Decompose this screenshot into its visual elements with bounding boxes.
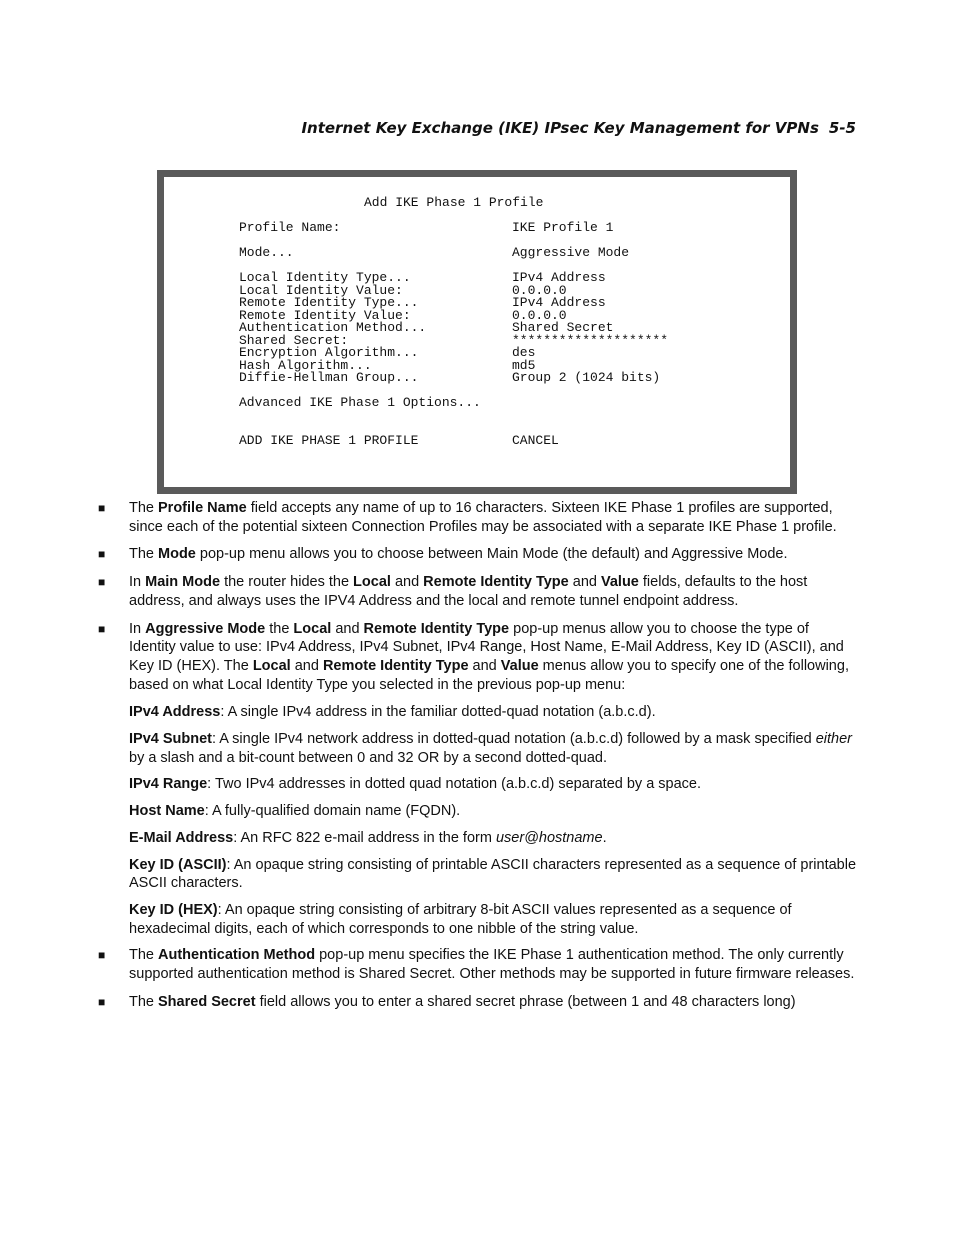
authentication-method-popup[interactable]: Shared Secret [512,320,614,335]
list-item: ■ In Aggressive Mode the Local and Remote Identity Type pop-up menus allow you to choose the type of Identity value to use: IPv4 Address, IPv4 Subnet, IPv4 Range, Host Name, E-Mail Address, Key ID (ASCII), and Key ID (HEX). The Local and Remote Identity Type and Value menus allow you to specify one of the following, based on what Local Identity Type you selected in the previous pop-up menu: [98,620,849,693]
definition-ipv4-subnet: IPv4 Subnet: A single IPv4 network address in dotted-quad notation (a.b.c.d) followed by a mask specified either by a slash and a bit-count between 0 and 32 OR by a second dotted-quad. [129,731,852,766]
definition-host-name: Host Name: A fully-qualified domain name (FQDN). [129,803,461,820]
label-authentication-method: Authentication Method... [239,320,427,335]
local-identity-type-popup[interactable]: IPv4 Address [512,270,606,285]
page-number: 5-5 [828,119,856,137]
terminal-title: Add IKE Phase 1 Profile [364,195,544,210]
bullet-icon: ■ [98,501,106,515]
definition-key-id-ascii: Key ID (ASCII): An opaque string consisting of printable ASCII characters represented as a sequence of printable ASCII characters. [129,856,857,892]
body-text [98,499,858,1020]
bullet-icon: ■ [98,575,106,590]
encryption-algorithm-popup[interactable]: des [512,345,536,360]
label-diffie-hellman-group: Diffie-Hellman Group... [239,370,419,385]
label-remote-identity-value: Remote Identity Value: [239,307,411,323]
label-shared-secret: Shared Secret: [239,332,349,348]
profile-name-field[interactable]: IKE Profile 1 [512,220,614,235]
definition-email-address: E-Mail Address: An RFC 822 e-mail address in the form user@hostname. [129,829,607,846]
list-item: ■ The Profile Name field accepts any name of up to 16 characters. Sixteen IKE Phase 1 profiles are supported, since each of the potential sixteen Connection Profiles may be associated with a separate IKE Phase 1 profile. [98,500,837,535]
local-identity-value-field[interactable]: 0.0.0.0 [512,282,567,298]
terminal-screenshot [157,170,797,494]
add-profile-button[interactable]: ADD IKE PHASE 1 PROFILE [239,433,419,448]
definition-ipv4-address: IPv4 Address: A single IPv4 address in the familiar dotted-quad notation (a.b.c.d). [129,704,656,721]
shared-secret-field[interactable]: ******************** [512,332,669,348]
header-title: Internet Key Exchange (IKE) IPsec Key Management for VPNs [301,119,819,137]
remote-identity-type-popup[interactable]: IPv4 Address [512,295,606,310]
list-item: ■ The Shared Secret field allows you to enter a shared secret phrase (between 1 and 48 characters long) [98,993,796,1010]
definition-key-id-hex: Key ID (HEX): An opaque string consisting of arbitrary 8-bit ASCII values represented as a sequence of hexadecimal digits, each of which corresponds to one nibble of the string value. [129,901,792,937]
list-item: ■ The Mode pop-up menu allows you to choose between Main Mode (the default) and Aggressive Mode. [98,546,788,563]
definition-ipv4-range: IPv4 Range: Two IPv4 addresses in dotted quad notation (a.b.c.d) separated by a space. [129,776,702,793]
label-local-identity-value: Local Identity Value: [239,282,403,298]
label-mode: Mode... [239,245,294,260]
bullet-icon: ■ [98,948,106,963]
label-local-identity-type: Local Identity Type... [239,270,411,285]
remote-identity-value-field[interactable]: 0.0.0.0 [512,307,567,323]
list-item: ■ In Main Mode the router hides the Local and Remote Identity Type and Value fields, defaults to the host address, and always uses the IPV4 Address and the local and remote tunnel endpoint address. [98,574,808,609]
label-encryption-algorithm: Encryption Algorithm... [239,345,419,360]
bullet-icon: ■ [98,621,106,636]
hash-algorithm-popup[interactable]: md5 [512,357,536,373]
cancel-button[interactable]: CANCEL [512,433,559,448]
diffie-hellman-group-popup[interactable]: Group 2 (1024 bits) [512,370,661,385]
bullet-icon: ■ [98,994,106,1009]
label-remote-identity-type: Remote Identity Type... [239,295,419,310]
label-hash-algorithm: Hash Algorithm... [239,357,372,373]
advanced-options-link[interactable]: Advanced IKE Phase 1 Options... [239,395,481,410]
list-item: ■ The Authentication Method pop-up menu specifies the IKE Phase 1 authentication method. The only currently supported authentication method is Shared Secret. Other methods may be supported in future firmware releases. [98,947,855,983]
running-header [301,119,856,137]
label-profile-name: Profile Name: [239,220,341,235]
mode-popup[interactable]: Aggressive Mode [512,245,630,260]
bullet-icon: ■ [98,547,106,562]
